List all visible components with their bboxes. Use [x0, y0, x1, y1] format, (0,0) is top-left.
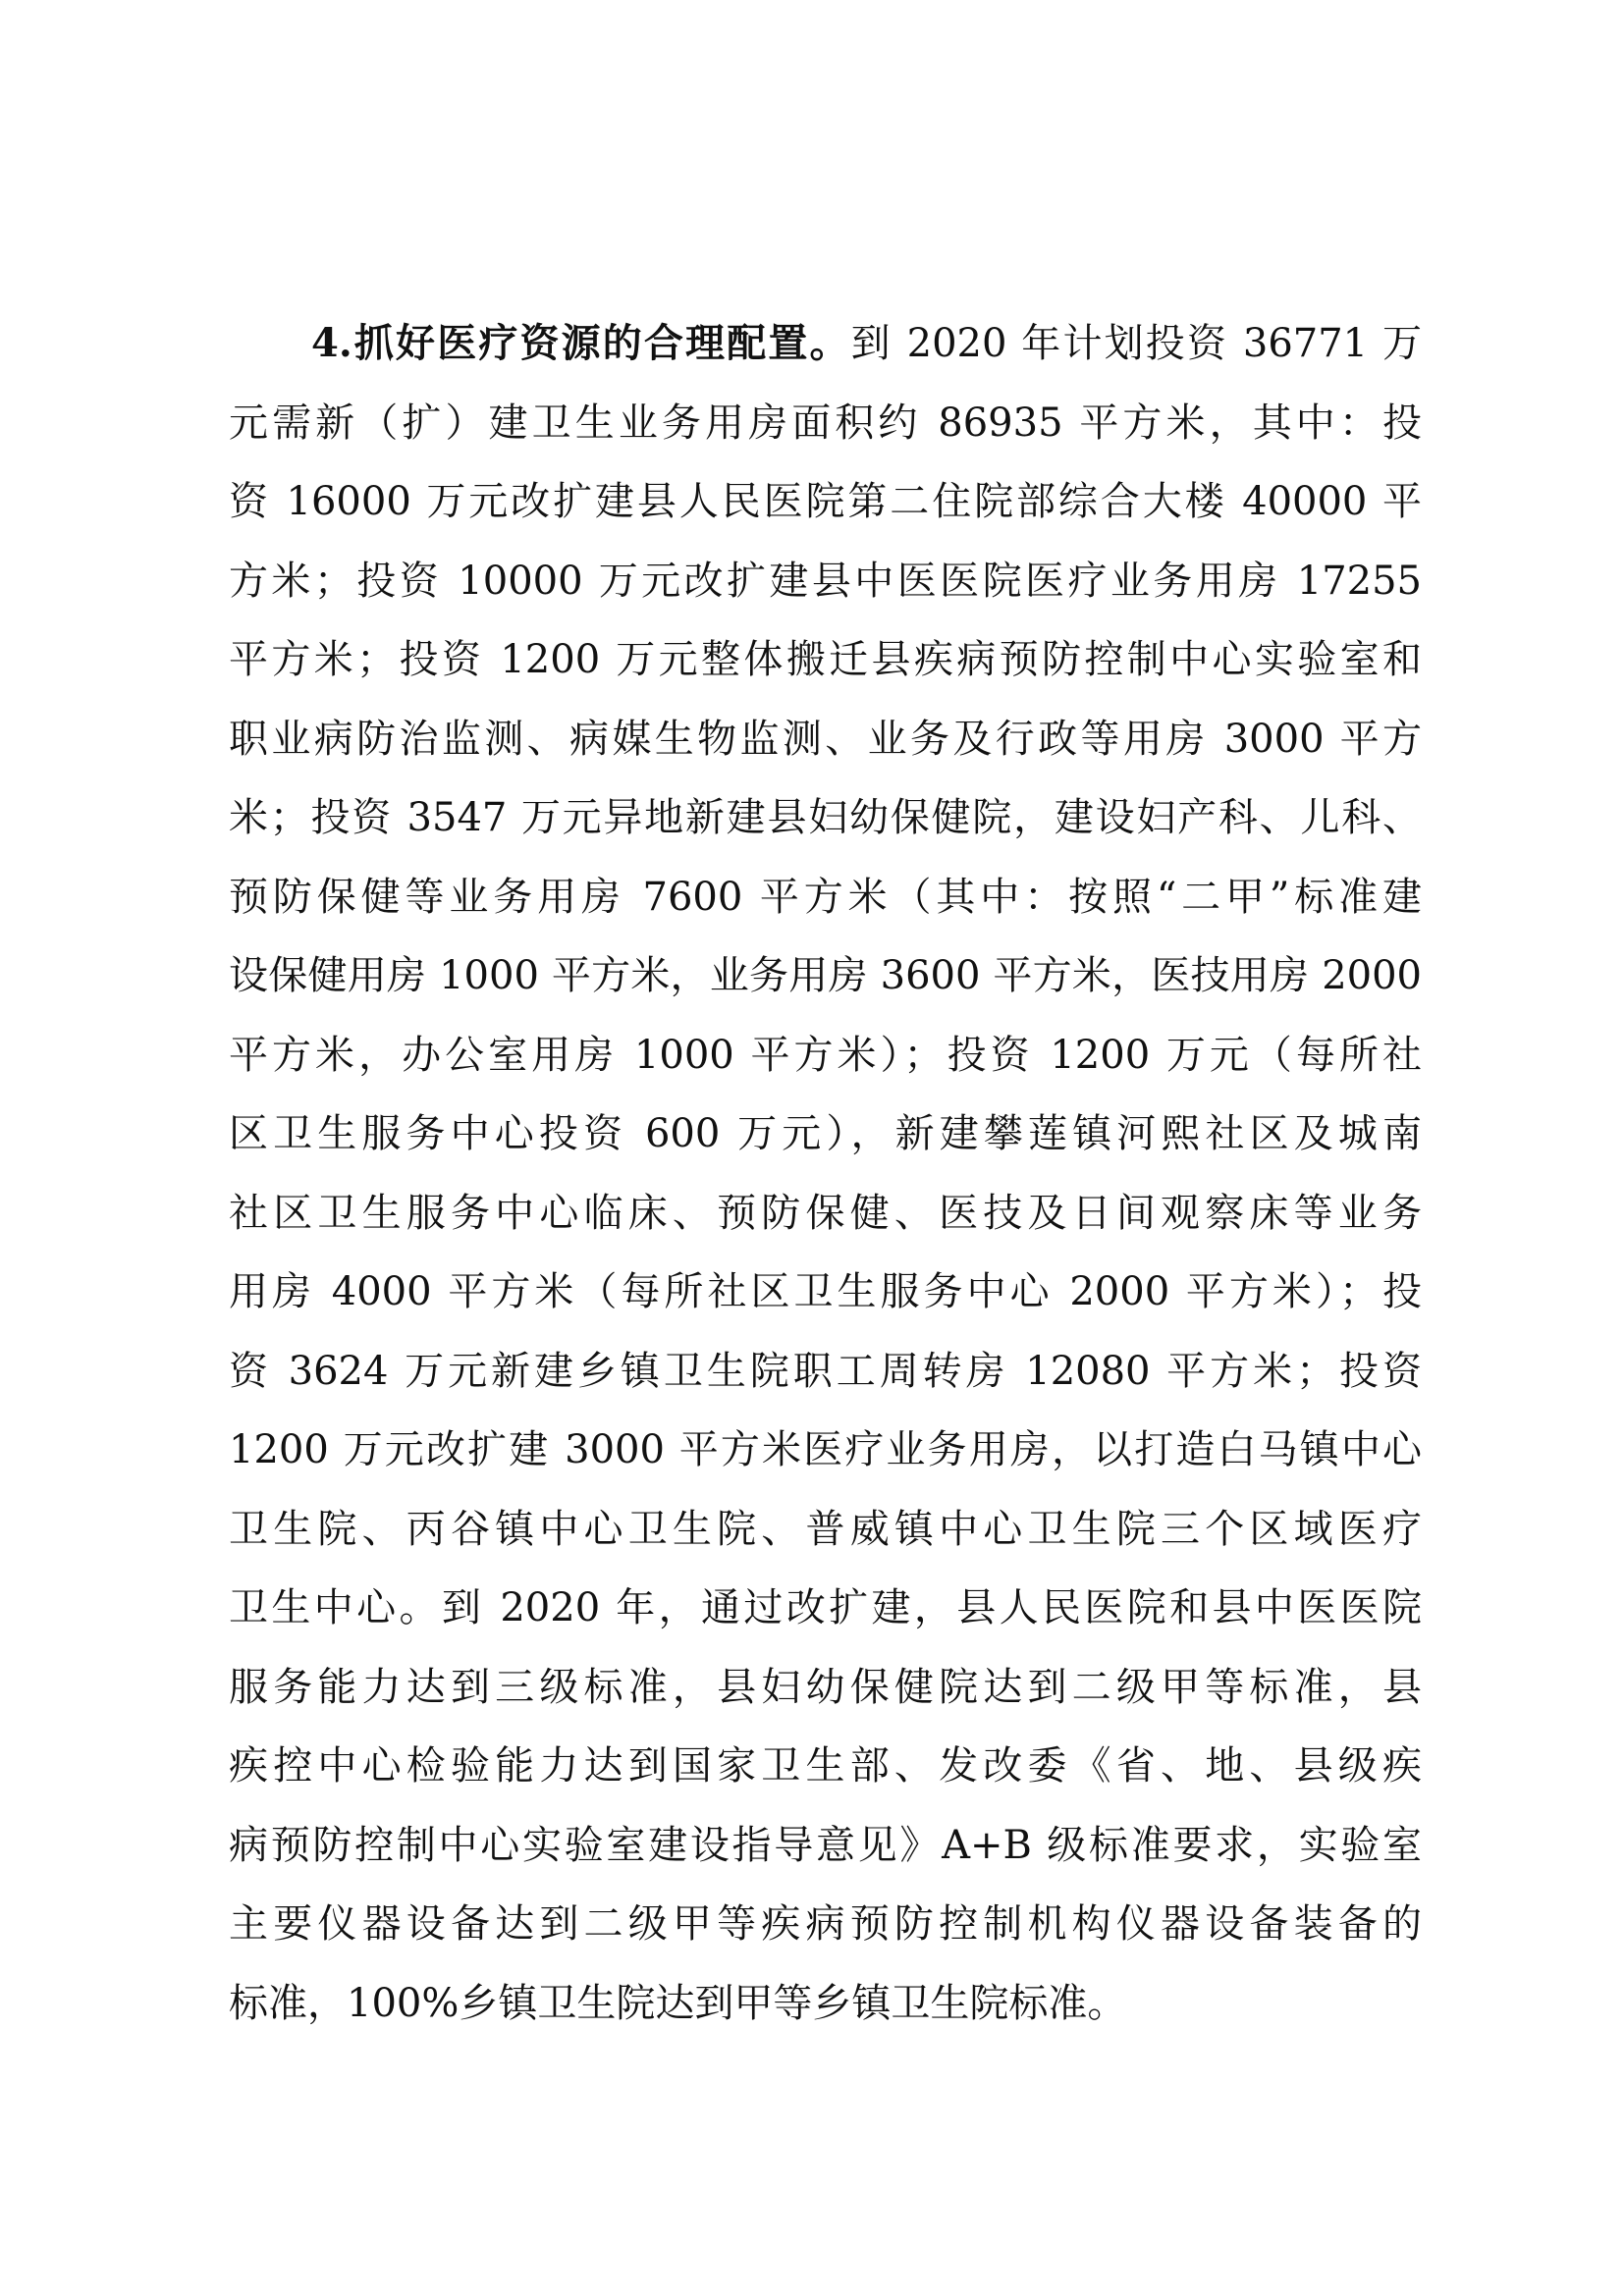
paragraph-line: 疾控中心检验能力达到国家卫生部、发改委《省、地、县级疾 — [229, 1743, 1422, 1789]
paragraph-line: 米；投资 3547 万元异地新建县妇幼保健院，建设妇产科、儿科、 — [229, 795, 1422, 840]
paragraph-line: 职业病防治监测、病媒生物监测、业务及行政等用房 3000 平方 — [229, 716, 1422, 762]
paragraph-line: 1200 万元改扩建 3000 平方米医疗业务用房，以打造白马镇中心 — [229, 1427, 1422, 1472]
paragraph-line: 平方米；投资 1200 万元整体搬迁县疾病预防控制中心实验室和 — [229, 637, 1422, 682]
paragraph-line: 资 3624 万元新建乡镇卫生院职工周转房 12080 平方米；投资 — [229, 1348, 1422, 1394]
paragraph-line-1-text: 到 2020 年计划投资 36771 万 — [850, 321, 1422, 366]
paragraph-line: 卫生中心。到 2020 年，通过改扩建，县人民医院和县中医医院 — [229, 1585, 1422, 1630]
paragraph-line: 区卫生服务中心投资 600 万元），新建攀莲镇河熙社区及城南 — [229, 1111, 1422, 1156]
paragraph-line: 方米；投资 10000 万元改扩建县中医医院医疗业务用房 17255 — [229, 558, 1422, 604]
paragraph-line-1 — [229, 304, 1422, 384]
paragraph-line: 社区卫生服务中心临床、预防保健、医技及日间观察床等业务 — [229, 1190, 1422, 1236]
paragraph-line: 元需新（扩）建卫生业务用房面积约 86935 平方米，其中：投 — [229, 400, 1422, 446]
paragraph-line: 服务能力达到三级标准，县妇幼保健院达到二级甲等标准，县 — [229, 1664, 1422, 1710]
paragraph-line: 病预防控制中心实验室建设指导意见》A+B 级标准要求，实验室 — [229, 1822, 1422, 1868]
paragraph-line: 用房 4000 平方米（每所社区卫生服务中心 2000 平方米）；投 — [229, 1269, 1422, 1314]
paragraph-line: 平方米，办公室用房 1000 平方米）；投资 1200 万元（每所社 — [229, 1032, 1422, 1078]
paragraph-line: 预防保健等业务用房 7600 平方米（其中：按照“二甲”标准建 — [229, 874, 1422, 920]
paragraph-line: 主要仪器设备达到二级甲等疾病预防控制机构仪器设备装备的 — [229, 1901, 1422, 1947]
body-paragraph — [229, 304, 1422, 2043]
paragraph-line-last: 标准，100%乡镇卫生院达到甲等乡镇卫生院标准。 — [229, 1980, 1127, 2026]
paragraph-line: 资 16000 万元改扩建县人民医院第二住院部综合大楼 40000 平 — [229, 479, 1422, 524]
section-heading: 4.抓好医疗资源的合理配置。 — [311, 320, 851, 366]
paragraph-line: 设保健用房 1000 平方米，业务用房 3600 平方米，医技用房 2000 — [229, 953, 1422, 998]
paragraph-line: 卫生院、丙谷镇中心卫生院、普威镇中心卫生院三个区域医疗 — [229, 1506, 1422, 1552]
